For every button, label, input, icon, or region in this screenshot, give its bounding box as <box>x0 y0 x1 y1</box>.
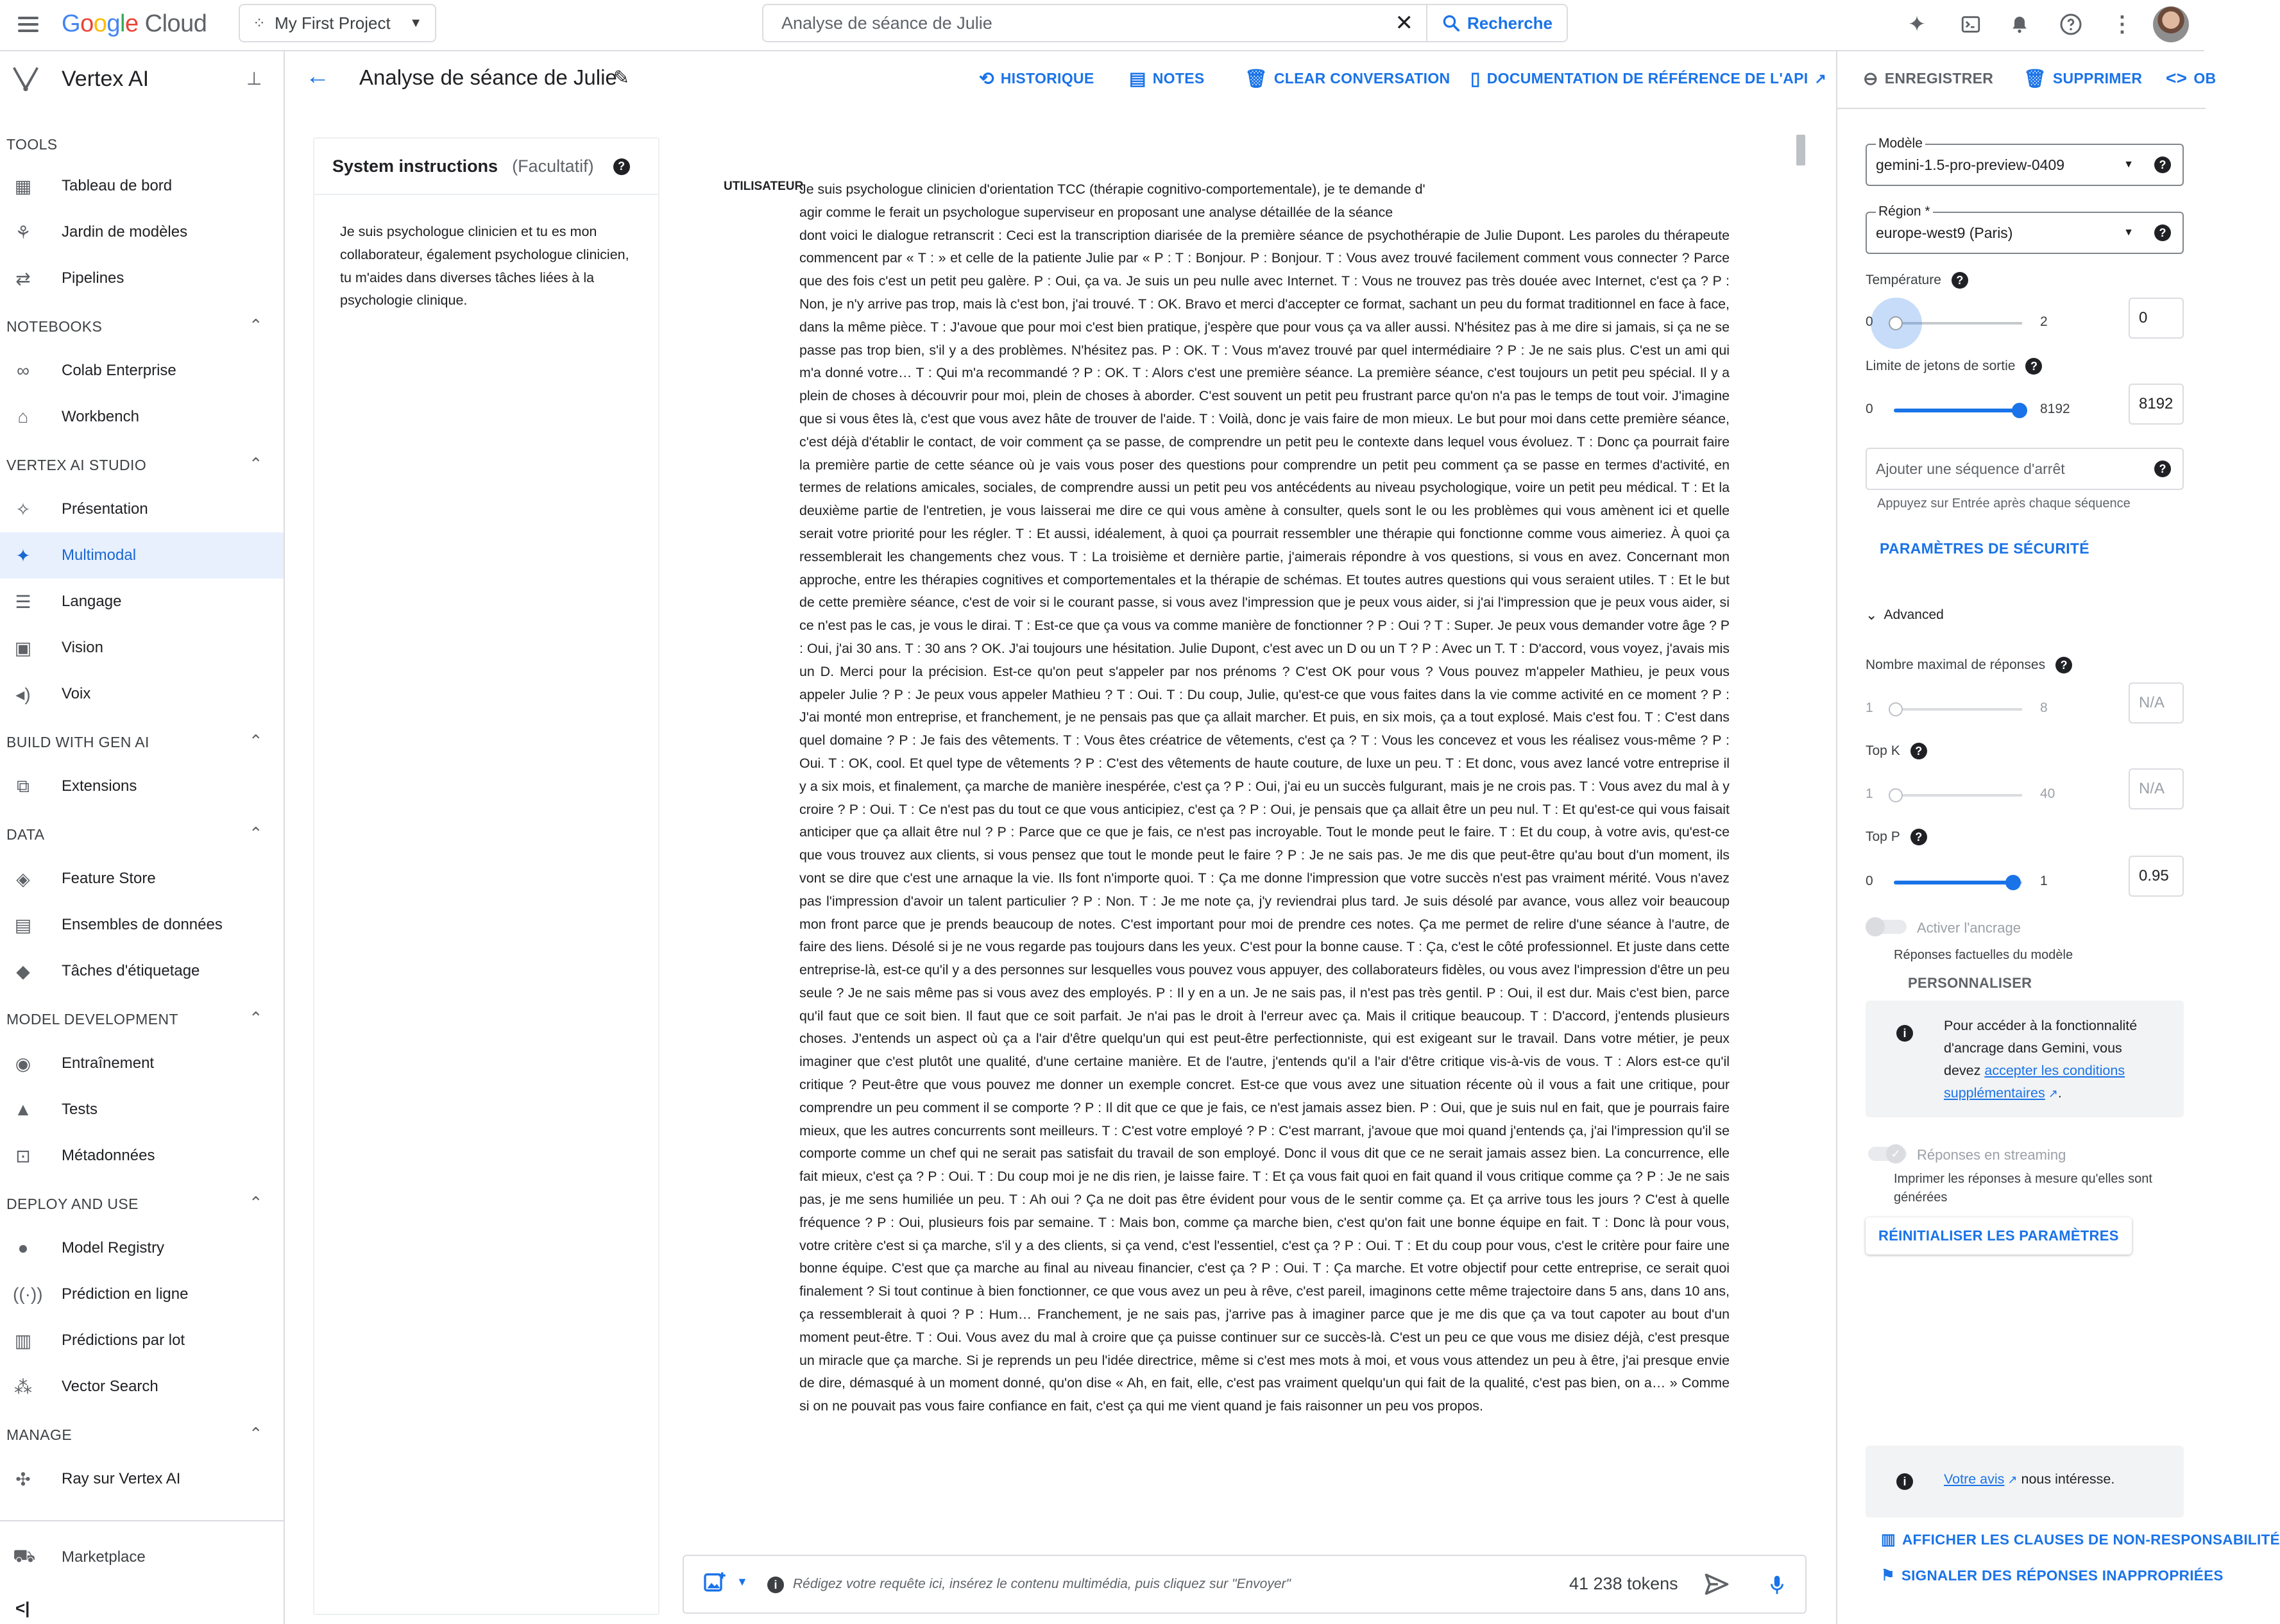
sidebar-item-langage[interactable]: ☰ Langage <box>0 579 284 625</box>
feedback-text: Votre avis ↗ nous intéresse. <box>1944 1471 2115 1487</box>
info-icon: i <box>1896 1025 1913 1042</box>
pin-icon[interactable]: ⊥ <box>246 69 262 89</box>
microphone-icon[interactable] <box>1769 1574 1785 1599</box>
trash-icon: 🗑 <box>2023 69 2046 89</box>
sidebar-item-tests[interactable]: ▲ Tests <box>0 1087 284 1133</box>
external-link-icon: ↗ <box>2045 1087 2058 1100</box>
sidebar-item-ensembles-de-donnees[interactable]: ▤ Ensembles de données <box>0 902 284 948</box>
safety-settings-link[interactable]: PARAMÈTRES DE SÉCURITÉ <box>1880 540 2089 557</box>
grounding-info-text: Pour accéder à la fonctionnalité d'ancrage dans Gemini, vous devez accepter les conditions supplémentaires ↗. <box>1944 1018 2138 1101</box>
temperature-slider-thumb[interactable] <box>1889 316 1903 330</box>
report-link[interactable]: ⚑ SIGNALER DES RÉPONSES INAPPROPRIÉES <box>1881 1567 2224 1584</box>
sidebar-item-metadonnees[interactable]: ⊡ Métadonnées <box>0 1133 284 1179</box>
system-instructions-header <box>332 156 630 176</box>
language-icon: ☰ <box>15 591 31 612</box>
token-count: 41 238 tokens <box>1569 1574 1678 1593</box>
section-notebooks[interactable]: NOTEBOOKS ⌃ <box>6 316 263 335</box>
sidebar-item-multimodal[interactable]: ✦ Multimodal <box>0 532 284 579</box>
product-name: Vertex AI <box>62 67 149 91</box>
top-k-slider-thumb <box>1889 788 1903 802</box>
section-vertex-ai-studio[interactable]: VERTEX AI STUDIO ⌃ <box>6 454 263 473</box>
section-data[interactable]: DATA ⌃ <box>6 824 263 843</box>
message-body: dont voici le dialogue retranscrit : Ceci est la transcription diarisée de la première séance de psychothérapie de Julie Dupont. Les paroles du thérapeute commencent par « T : » et celle de la patiente Julie par « P : T : Bonjour. P : Bonjour. T : Vous avez trouvé facilement comment vous connecter ? Parce que des fois c'est un petit peu galère. P : Oui, ça va. Je suis un peu nulle avec Internet. T : Vous ne trouvez pas très douée avec Internet, c'est ça ? P : Non, je n'y arrive pas trop, mais là c'est bon, j'ai trouvé. T : OK. Bravo et merci d'accepter ce format, sachant un peu du format traditionnel en face à face, dans la même pièce. T : J'avoue que pour moi c'est bien pratique, j'espère que pour vous ça va aller aussi. N'hésitez pas à me dire si jamais, si ça ne se passe pas trop bien, s'il y a des problèmes. N'hésitez pas. P : OK. T : Vous m'avez trouvé par quel intermédiaire ? P : Je ne sais plus. C'est un ami qui m'a donné votre… T : Qui m'a recommandé ? P : OK. T : Alors c'est une première séance. La première séance, c'est toujours un petit peu spécial. Il y a plein de choses à découvrir pour moi, plein de choses à aborder. C'est souvent un petit peu frustrant parce qu'on n'a pas le temps de tout voir. J'imagine que si vous êtes là, c'est que vous avez hâte de trouver de l'aide. T : Voilà, donc je vais faire de mon mieux. Le but pour moi dans cette première séance, c'est déjà d'établir le contact, de voir comment ça se passe, de comprendre un petit peu le contexte dans lequel vous évoluez. T : Donc ça pourrait faire la première partie de cette séance où je vais vous poser des questions pour comprendre un petit peu comment ça se passe en termes d'activité, en termes de relations amicales, sociales, de comprendre aussi un petit peu vos antécédents au niveau psychologique, voire un petit peu médical. T : Et la deuxième partie de l'entretien, je vous laisserai me dire ce qui vous amène à consulter, quels sont le ou les problèmes qui vous amènent ici et quelle serait votre priorité pour les régler. T : Et aussi, idéalement, à quoi ça pourrait ressembler une thérapie qui fonctionne comme vous aimeriez. À quoi ça ressemblerait les changements chez vous. T : La troisième et dernière partie, j'aimerais répondre à vos questions, si vous en avez. Concernant mon approche, entre les thérapies cognitives et comportementales et la thérapie de schémas. Et toutes autres questions qui vous seraient utiles. T : Et le but de cette première séance, c'est de voir si le courant passe, si vous avez l'impression que je peux vous aider, si j'ai l'impression que je peux vous aider, si ce n'est pas le cas, je vous le dirai. T : Est-ce que ça vous va comme manière de fonctionner ? P : Oui ? T : Super. Je peux vous demander votre âge ? P : Oui, j'ai 30 ans. T : 30 ans ? OK. J'ai toujours une hésitation. Julie Dupont, c'est avec un D ou un T ? P : Avec un T. T : D'accord, vous voyez, j'avais mis un D. Merci pour la précision. Est-ce qu'on peut s'appeler par nos prénoms ? C'est OK pour vous ? Vous pouvez m'appeler Mathieu, je peux vous appeler Julie ? P : Je peux vous appeler Mathieu ? T : Oui. T : Du coup, Julie, qu'est-ce que vous faites dans la vie comme activité en ce moment ? P : J'ai monté mon entreprise, et franchement, je ne pensais pas que ça allait marcher. Et puis, en six mois, ça a tout explosé. Mais c'est fou. T : C'est dans quel domaine ? P : Je fais des vêtements. T : Vous êtes créatrice de vêtements, c'est ça ? T : Vous les concevez et vous les réalisez vous-même ? P : Oui. T : OK, cool. Et quel type de vêtements ? P : C'est des vêtements de haute couture, de luxe un peu. T : Et donc, vous avez lancé votre entreprise il y a six mois, et finalement, ça marche de manière inespérée, c'est ça ? P : Oui, j'ai eu un succès fulgurant, mais je ne crois pas. T : Vous avez du mal à y croire ? P : Oui. T : Ce n'est pas du tout ce que vous anticipiez, c'est ça ? P : Oui, je pensais que ça allait être un peu nul. T : Et qu'est-ce qui vous faisait anticiper que ça allait être nul ? P : Parce que ce que je fais, ce n'est pas incroyable. Tout le monde peut le faire. T : Et du coup, à votre avis, qu'est-ce que vous trouvez aux clients, si vous pensez que tout le monde peut le faire ? P : Je ne sais pas. Je me dis que peut-être qu'au bout d'un moment, ils vont se dire que c'est une arnaque la vie. Ils font n'importe quoi. T : Ça me donne l'impression que votre succès n'est pas vraiment mérité. Vous n'avez pas l'impression d'avoir un talent particulier ? P : Non. T : Je me note ça, j'y reviendrai plus tard. Je suis désolé par avance, vous allez voir beaucoup mon front parce que je prends beaucoup de notes. C'est important pour moi de prendre ces notes. Ça me permet de relire d'une séance à l'autre, de faire des liens. Désolé si je ne vous regarde pas toujours dans les yeux. C'est pour la bonne cause. T : Ça, c'est le côté professionnel. Et juste dans cette entreprise-là, est-ce qu'il y a des personnes sur lesquelles vous pouvez vous appuyer, des collaborateurs fidèles, ou vous avez l'impression d'être un peu seule ? Je ne sais même pas si vous avez des employés. P : Il y en a un. Je ne sais pas, il n'est pas très gentil. P : Oui, il est dur. Mais c'est bien, parce qu'il faut que ce soit bien. Il faut que ce soit parfait. Je n'ai pas le droit à l'erreur avec ça. Mais il critique beaucoup. T : D'accord, j'entends plusieurs choses. J'entends un aspect où ça a l'air d'être quelqu'un qui est peut-être perfectionniste, qui est exigeant sur le travail. Dans votre métier, je peux imaginer que c'est plutôt une qualité, d'une certaine manière. Et de l'autre, j'entends qu'il a l'air d'être critique vis-à-vis de vous. T : Alors est-ce qu'il critique ? Peut-être que vous pouvez me donner un exemple concret. Est-ce que vous avez une situation récente où il vous a fait une critique, pour comprendre un peu comment il se comporte ? P : Il dit que ce que je fais, ce n'est jamais assez bien. P : Oui, que je suis nul en fait, que je pourrais faire mieux, que les autres concurrents sont meilleurs. T : C'est votre employé ? P : C'est marrant, j'avoue que moi quand j'entends ça, j'ai l'impression qu'il se comporte comme un chef qui ne serait pas satisfait du travail de son employé. Donc il vous dit que ce ne serait jamais assez bien. La concurrence, elle fait mieux, c'est ça ? P : Oui. T : Du coup moi je ne dis rien, je laisse faire. T : Et ça vous fait quoi en fait quand il vous critique comme ça ? P : Je ne sais pas, je me sens humiliée un peu. T : Ah oui ? Ça ne doit pas être évident pour vous de le sentir comme ça. Et ça arrive tous les jours ? C'est à quelle fréquence ? P : Oui, plusieurs fois par semaine. T : Mais bon, comme ça marche bien, c'est qu'on fait une bonne équipe en fait. T : Donc là pour vous, votre critère c'est si ça marche, s'il y a des clients, si ça vend, c'est l'essentiel, c'est ça ? P : Oui. T : Et du coup pour vous, c'est le critère pour faire une bonne équipe. C'est que ça marche au final au niveau financier, c'est ça ? P : Oui. T : Ça marche. Et votre objectif pour cette entreprise, ce serait quoi finalement ? Si tout continue à bien fonctionner, ce que vous avez un peu à rêve, c'est pareil, imaginons cette même trajectoire dans 5 ans, dans 10 ans, ça ressemblerait à quoi ? P : Hum… Franchement, je ne sais pas, j'arrive pas à imaginer parce que je me dis que ça va tout capoter au bout d'un moment peut-être. T : Oui. Vous avez du mal à croire que ça puisse continuer sur ce succès-là. C'est un peu ce que vous me disiez déjà, c'est presque un miracle que ça marche. Si je reprends un peu l'idée directrice, même si c'est mes mots à moi, et vous vous attendez un peu à être, j'ai presque envie de dire, démasqué à un moment donné, qu'on dise « Ah, en fait, elle, c'est pas vraiment quelqu'un qui fait de la qualité, c'est pas bien, on a… » Comme si on ne pouvait pas vous faire confiance en fait, c'est ça qui me vient quand je fais raisonner un peu vos propos. <box>799 227 1730 1414</box>
page-title: Analyse de séance de Julie <box>359 65 617 89</box>
message-role-label: UTILISATEUR <box>724 180 804 193</box>
sidebar <box>0 51 285 1624</box>
document-icon: ▯ <box>1470 69 1481 89</box>
code-icon: <> <box>2166 68 2188 88</box>
help-icon[interactable]: ? <box>2154 224 2171 241</box>
panel-divider <box>314 194 658 195</box>
chevron-up-icon: ⌃ <box>248 824 263 843</box>
sparkles-icon: ✧ <box>15 499 31 520</box>
gemini-sparkle-icon[interactable]: ✦ <box>1907 12 1927 37</box>
datasets-icon: ▤ <box>14 915 32 935</box>
ray-icon: ✣ <box>15 1469 31 1489</box>
chevron-up-icon: ⌃ <box>248 316 263 335</box>
stop-sequence-input[interactable] <box>1866 448 2184 490</box>
sidebar-item-pipelines[interactable]: ⇄ Pipelines <box>0 255 284 301</box>
model-label: Modèle <box>1876 136 1925 151</box>
notes-button[interactable]: ▤ NOTES <box>1129 69 1205 89</box>
help-icon[interactable]: ? <box>613 158 630 175</box>
top-p-min: 0 <box>1866 874 1873 888</box>
sidebar-item-prediction-en-ligne[interactable]: ((·)) Prédiction en ligne <box>13 1284 189 1304</box>
top-k-min: 1 <box>1866 786 1873 801</box>
sidebar-item-model-registry[interactable]: ● Model Registry <box>0 1225 284 1271</box>
edit-title-icon[interactable]: ✎ <box>613 67 630 89</box>
notifications-bell-icon[interactable] <box>2005 10 2034 38</box>
chevron-up-icon: ⌃ <box>248 454 263 473</box>
accept-terms-link[interactable]: accepter les conditions supplémentaires <box>1944 1063 2125 1101</box>
feedback-link[interactable]: Votre avis <box>1944 1471 2005 1487</box>
book-icon: ▥ <box>1881 1531 1896 1548</box>
system-instructions-panel <box>313 137 659 1615</box>
max-responses-input: N/A <box>2129 682 2184 723</box>
reset-parameters-button[interactable]: RÉINITIALISER LES PARAMÈTRES <box>1866 1217 2132 1255</box>
sidebar-item-vector-search[interactable]: ⁂ Vector Search <box>14 1376 158 1397</box>
section-manage[interactable]: MANAGE ⌃ <box>6 1424 263 1443</box>
help-icon[interactable]: ? <box>2025 358 2042 375</box>
max-responses-label: Nombre maximal de réponses ? <box>1866 657 2072 673</box>
back-arrow-icon[interactable]: ← <box>305 63 330 90</box>
help-icon[interactable]: ? <box>2055 657 2072 673</box>
system-instructions-title: System instructions <box>332 156 498 176</box>
lightbulb-icon: ● <box>17 1238 29 1258</box>
save-button[interactable]: ⊖ ENREGISTRER <box>1863 69 1994 89</box>
sidebar-item-presentation[interactable]: ✧ Présentation <box>0 486 284 532</box>
toggle-knob <box>1866 917 1885 936</box>
stop-sequence-hint: Appuyez sur Entrée après chaque séquence <box>1877 496 2131 511</box>
extensions-icon: ⧉ <box>17 775 30 796</box>
max-responses-slider-thumb <box>1889 702 1903 716</box>
settings-panel <box>1836 51 2280 1624</box>
max-tokens-label: Limite de jetons de sortie ? <box>1866 358 2042 375</box>
search-bar <box>762 4 1568 42</box>
max-tokens-max: 8192 <box>2040 402 2070 416</box>
search-button[interactable] <box>1426 5 1567 41</box>
top-p-slider-thumb[interactable] <box>2005 875 2021 890</box>
top-k-input: N/A <box>2129 768 2184 809</box>
notes-icon: ▤ <box>1129 69 1146 89</box>
stop-sequence-placeholder: Ajouter une séquence d'arrêt <box>1876 461 2065 477</box>
sidebar-item-predictions-par-lot[interactable]: ▥ Prédictions par lot <box>0 1317 284 1364</box>
top-k-label: Top K ? <box>1866 743 1927 759</box>
panel-divider <box>1837 108 2206 109</box>
max-responses-slider-track <box>1894 708 2022 711</box>
sidebar-item-feature-store[interactable]: ◈ Feature Store <box>0 856 284 902</box>
feature-store-icon: ◈ <box>16 868 30 889</box>
disclaimer-link[interactable]: ▥ AFFICHER LES CLAUSES DE NON-RESPONSABILITÉ <box>1881 1531 2280 1548</box>
multimodal-sparkle-icon: ✦ <box>15 545 31 566</box>
search-input[interactable]: Analyse de séance de Julie <box>781 13 992 33</box>
temperature-min: 0 <box>1866 314 1873 329</box>
customize-grounding-button[interactable]: PERSONNALISER <box>1908 975 2032 991</box>
pipelines-icon: ⇄ <box>15 268 31 289</box>
main-menu-icon[interactable] <box>18 13 38 36</box>
insert-media-icon[interactable] <box>702 1570 727 1599</box>
model-garden-icon: ⚘ <box>15 222 31 242</box>
dropdown-arrow-icon: ▼ <box>2123 159 2134 170</box>
dashboard-icon: ▦ <box>14 176 32 196</box>
model-value: gemini-1.5-pro-preview-0409 <box>1876 156 2065 173</box>
search-icon <box>1442 13 1461 33</box>
message-line-2: agir comme le ferait un psychologue superviseur en proposant une analyse détaillée de la séance <box>799 204 1393 220</box>
chevron-down-icon: ⌄ <box>1866 607 1878 623</box>
history-button[interactable]: ⟲ HISTORIQUE <box>979 69 1094 89</box>
info-icon: i <box>767 1577 784 1593</box>
save-icon: ⊖ <box>1863 69 1878 89</box>
grounding-subtext: Réponses factuelles du modèle <box>1894 948 2073 962</box>
chevron-down-icon: ▼ <box>409 15 422 30</box>
vector-search-icon: ⁂ <box>14 1376 32 1397</box>
get-code-button[interactable]: <> OB <box>2166 68 2216 88</box>
temperature-max: 2 <box>2040 314 2048 329</box>
online-prediction-icon: ((·)) <box>13 1284 43 1304</box>
section-tools: TOOLS <box>6 136 58 153</box>
sidebar-item-jardin-de-modeles[interactable]: ⚘ Jardin de modèles <box>0 209 284 255</box>
more-vert-icon[interactable]: ⋮ <box>2111 12 2133 37</box>
external-link-icon: ↗ <box>1814 70 1827 87</box>
feedback-card <box>1866 1446 2184 1518</box>
sidebar-item-taches-etiquetage[interactable]: ◆ Tâches d'étiquetage <box>0 948 284 994</box>
search-button-label: Recherche <box>1467 13 1553 33</box>
clear-conversation-button[interactable]: 🗑 CLEAR CONVERSATION <box>1245 69 1451 89</box>
top-k-max: 40 <box>2040 786 2055 801</box>
collapse-sidebar-icon[interactable]: <| <box>15 1598 30 1618</box>
check-icon: ✓ <box>1886 1144 1905 1163</box>
chevron-up-icon: ⌃ <box>248 1193 263 1212</box>
grounding-label: Activer l'ancrage <box>1917 920 2021 936</box>
help-icon[interactable]: ? <box>1910 829 1927 845</box>
conversation-scrollbar[interactable] <box>1796 135 1805 165</box>
project-name: My First Project <box>275 13 391 33</box>
system-instructions-input[interactable]: Je suis psychologue clinicien et tu es mon collaborateur, également psychologue clinicien, tu m'aides dans diverses tâches liées à la psychologie clinique. <box>340 224 629 309</box>
sidebar-item-marketplace[interactable]: ⛟ Marketplace <box>0 1534 284 1580</box>
optional-label: (Facultatif) <box>512 156 594 176</box>
chevron-up-icon: ⌃ <box>248 1424 263 1443</box>
grounding-info-card <box>1866 1001 2184 1117</box>
max-tokens-input[interactable]: 8192 <box>2129 384 2184 425</box>
max-tokens-min: 0 <box>1866 402 1873 416</box>
section-deploy-and-use[interactable]: DEPLOY AND USE ⌃ <box>6 1193 263 1212</box>
history-icon: ⟲ <box>979 69 994 89</box>
grounding-toggle[interactable] <box>1868 920 1907 934</box>
batch-prediction-icon: ▥ <box>14 1330 32 1351</box>
max-responses-min: 1 <box>1866 700 1873 715</box>
help-icon[interactable]: ? <box>1910 743 1927 759</box>
project-selector[interactable] <box>239 4 436 42</box>
prompt-composer <box>683 1555 1807 1614</box>
streaming-label: Réponses en streaming <box>1917 1147 2066 1163</box>
sidebar-item-tableau-de-bord[interactable]: ▦ Tableau de bord <box>0 163 284 209</box>
project-icon: ⁘ <box>253 14 266 32</box>
top-bar <box>0 0 2204 51</box>
sidebar-item-entrainement[interactable]: ◉ Entraînement <box>0 1040 284 1087</box>
region-value: europe-west9 (Paris) <box>1876 224 2013 241</box>
section-model-development[interactable]: MODEL DEVELOPMENT ⌃ <box>6 1008 263 1028</box>
top-p-slider-fill[interactable] <box>1894 881 2013 884</box>
trash-icon: 🗑 <box>1245 69 1268 89</box>
top-p-input[interactable]: 0.95 <box>2129 856 2184 897</box>
message-line-1: Je suis psychologue clinicien d'orientation TCC (thérapie cognitivo-comportementale), je te demande d' <box>799 182 1425 197</box>
help-icon[interactable]: ? <box>2154 461 2171 477</box>
chevron-up-icon: ⌃ <box>248 1008 263 1028</box>
streaming-toggle[interactable] <box>1868 1147 1907 1161</box>
vertex-ai-logo-icon <box>12 63 40 97</box>
label-icon: ◆ <box>16 961 30 981</box>
temperature-label: Température ? <box>1866 272 1968 289</box>
report-flag-icon: ⚑ <box>1881 1567 1895 1584</box>
top-p-label: Top P ? <box>1866 829 1927 845</box>
temperature-input[interactable]: 0 <box>2129 298 2184 339</box>
sidebar-item-vision[interactable]: ▣ Vision <box>0 625 284 671</box>
insert-media-dropdown-icon[interactable]: ▼ <box>736 1575 748 1588</box>
top-k-slider-track <box>1894 794 2022 797</box>
metadata-icon: ⊡ <box>15 1146 31 1166</box>
avatar[interactable] <box>2153 6 2189 42</box>
help-icon[interactable] <box>2057 10 2085 38</box>
sidebar-item-workbench[interactable]: ⌂ Workbench <box>0 394 284 440</box>
cloud-shell-icon[interactable] <box>1957 10 1985 38</box>
advanced-toggle[interactable]: ⌄ Advanced <box>1866 607 1944 623</box>
max-tokens-slider-thumb[interactable] <box>2012 403 2027 418</box>
workbench-icon: ⌂ <box>17 407 29 427</box>
max-tokens-slider-fill[interactable] <box>1894 409 2020 412</box>
sidebar-divider <box>0 1520 284 1521</box>
help-icon[interactable]: ? <box>2154 156 2171 173</box>
google-cloud-logo[interactable]: Google Cloud <box>62 10 207 37</box>
help-icon[interactable]: ? <box>1952 272 1968 289</box>
streaming-subtext: Imprimer les réponses à mesure qu'elles sont générées <box>1894 1172 2152 1205</box>
sidebar-item-voix[interactable]: ◂) Voix <box>0 671 284 717</box>
prompt-input[interactable]: Rédigez votre requête ici, insérez le contenu multimédia, puis cliquez sur "Envoyer" <box>793 1577 1291 1591</box>
chevron-up-icon: ⌃ <box>248 731 263 750</box>
delete-button[interactable]: 🗑 SUPPRIMER <box>2023 69 2143 89</box>
training-icon: ◉ <box>15 1053 31 1074</box>
api-reference-button[interactable]: ▯ DOCUMENTATION DE RÉFÉRENCE DE L'API ↗ <box>1470 69 1827 89</box>
voice-icon: ◂) <box>15 684 31 704</box>
send-icon[interactable] <box>1703 1570 1731 1602</box>
marketplace-cart-icon: ⛟ <box>13 1546 36 1566</box>
region-label: Région * <box>1876 204 1933 219</box>
info-icon: i <box>1896 1473 1913 1490</box>
section-build-with-gen-ai[interactable]: BUILD WITH GEN AI ⌃ <box>6 731 263 750</box>
user-message <box>799 178 1730 1418</box>
model-select[interactable] <box>1866 136 2184 186</box>
top-p-max: 1 <box>2040 874 2048 888</box>
sidebar-item-extensions[interactable]: ⧉ Extensions <box>0 763 284 809</box>
sidebar-item-colab-enterprise[interactable]: ∞ Colab Enterprise <box>0 348 284 394</box>
flask-icon: ▲ <box>14 1099 32 1119</box>
vision-icon: ▣ <box>14 638 32 658</box>
max-responses-max: 8 <box>2040 700 2048 715</box>
clear-search-icon[interactable]: ✕ <box>1395 11 1414 35</box>
dropdown-arrow-icon: ▼ <box>2123 227 2134 238</box>
external-link-icon: ↗ <box>2004 1473 2018 1486</box>
colab-icon: ∞ <box>17 360 30 380</box>
region-select[interactable] <box>1866 204 2184 254</box>
sidebar-item-ray-sur-vertex-ai[interactable]: ✣ Ray sur Vertex AI <box>0 1456 284 1502</box>
